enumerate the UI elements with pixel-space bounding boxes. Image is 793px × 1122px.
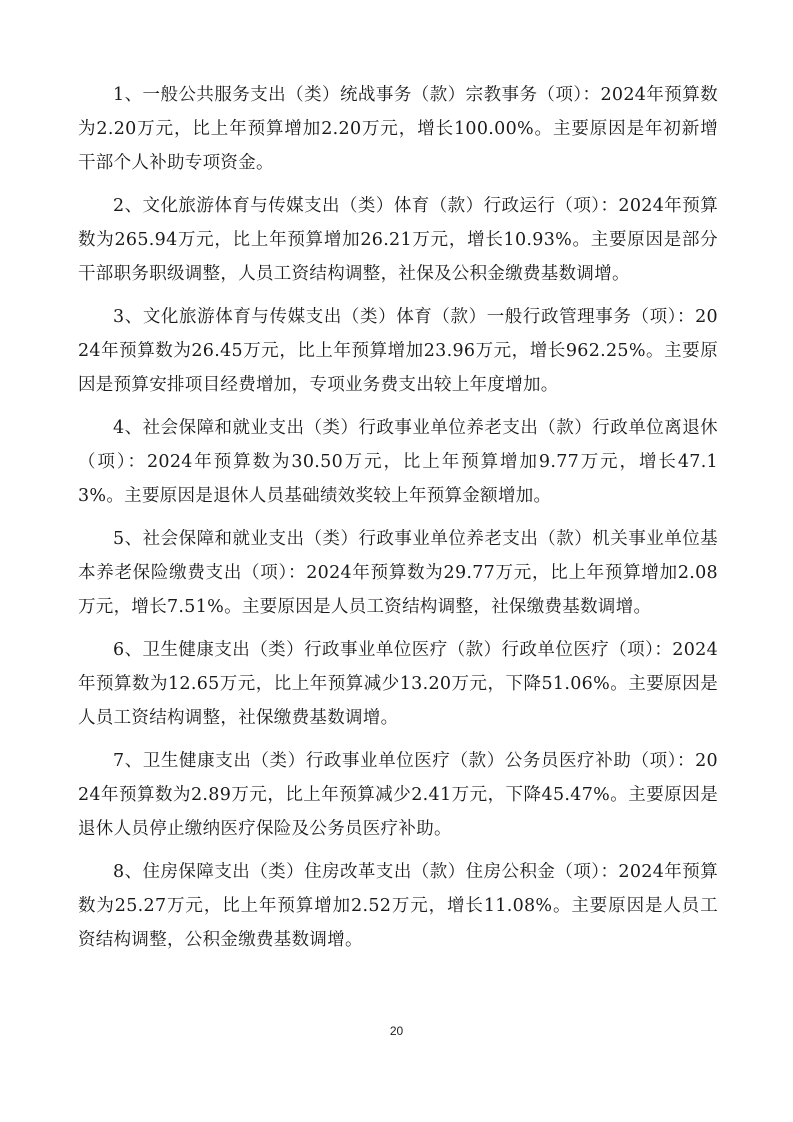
- paragraph-5: 5、社会保障和就业支出（类）行政事业单位养老支出（款）机关事业单位基本养老保险缴费支出（项）：2024年预算数为29.77万元，比上年预算增加2.08万元，增长7.51%。主要原因是人员工资结构调整，社保缴费基数调增。: [78, 529, 718, 617]
- paragraph-6: 6、卫生健康支出（类）行政事业单位医疗（款）行政单位医疗（项）：2024年预算数为12.65万元，比上年预算减少13.20万元，下降51.06%。主要原因是人员工资结构调整，社保缴费基数调增。: [78, 640, 718, 728]
- paragraph-8: 8、住房保障支出（类）住房改革支出（款）住房公积金（项）：2024年预算数为25.27万元，比上年预算增加2.52万元，增长11.08%。主要原因是人员工资结构调整，公积金缴费基数调增。: [78, 862, 718, 950]
- document-body: [78, 78, 718, 966]
- paragraph-4: 4、社会保障和就业支出（类）行政事业单位养老支出（款）行政单位离退休（项）：2024年预算数为30.50万元，比上年预算增加9.77万元，增长47.13%。主要原因是退休人员基础绩效奖较上年预算金额增加。: [78, 418, 718, 506]
- paragraph-3: 3、文化旅游体育与传媒支出（类）体育（款）一般行政管理事务（项）：2024年预算数为26.45万元，比上年预算增加23.96万元，增长962.25%。主要原因是预算安排项目经费增加，专项业务费支出较上年度增加。: [78, 307, 718, 395]
- paragraph-7: 7、卫生健康支出（类）行政事业单位医疗（款）公务员医疗补助（项）：2024年预算数为2.89万元，比上年预算减少2.41万元，下降45.47%。主要原因是退休人员停止缴纳医疗保险及公务员医疗补助。: [78, 751, 718, 839]
- paragraph-2: 2、文化旅游体育与传媒支出（类）体育（款）行政运行（项）：2024年预算数为265.94万元，比上年预算增加26.21万元，增长10.93%。主要原因是部分干部职务职级调整，人员工资结构调整，社保及公积金缴费基数调增。: [78, 196, 718, 284]
- paragraph-1: 1、一般公共服务支出（类）统战事务（款）宗教事务（项）：2024年预算数为2.20万元，比上年预算增加2.20万元，增长100.00%。主要原因是年初新增干部个人补助专项资金。: [78, 85, 718, 173]
- page-number: 20: [389, 1024, 404, 1038]
